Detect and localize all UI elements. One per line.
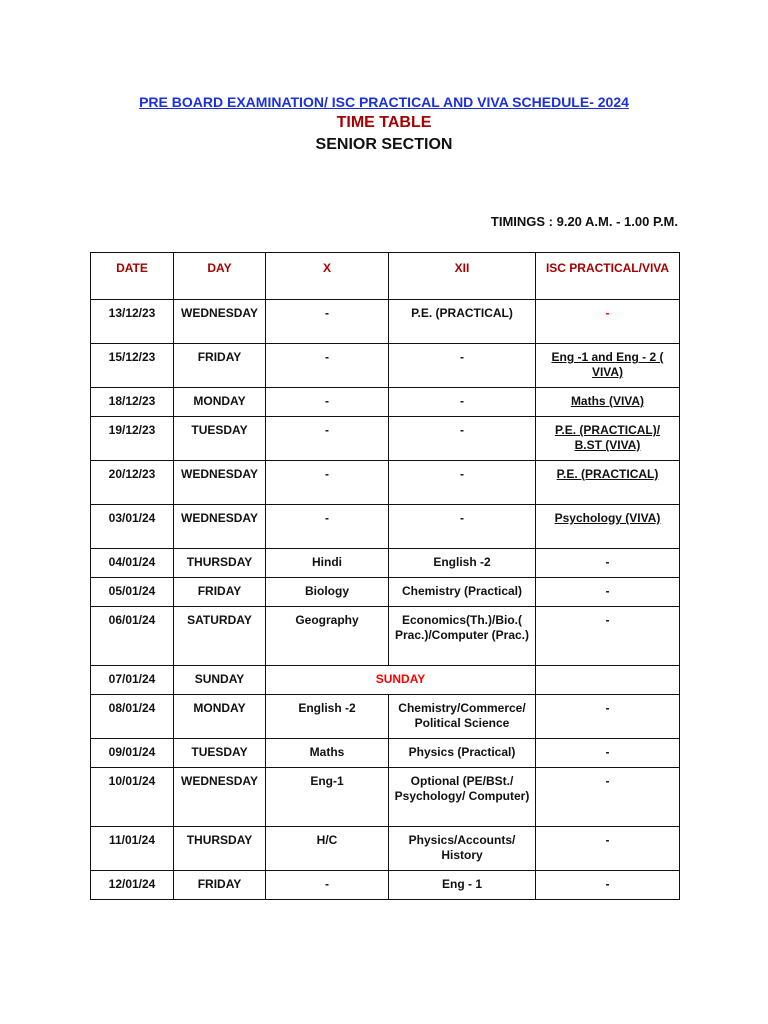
exam-title: PRE BOARD EXAMINATION/ ISC PRACTICAL AND VIVA SCHEDULE- 2024 [139, 94, 629, 110]
xii-cell: - [389, 388, 536, 417]
day-cell: THURSDAY [174, 827, 266, 871]
xii-cell: English -2 [389, 549, 536, 578]
isc-cell [536, 666, 680, 695]
date-cell: 19/12/23 [91, 417, 174, 461]
day-cell: TUESDAY [174, 417, 266, 461]
date-cell: 13/12/23 [91, 300, 174, 344]
header-day: DAY [174, 253, 266, 300]
xii-cell: - [389, 461, 536, 505]
isc-cell: - [536, 607, 680, 666]
x-cell: - [266, 344, 389, 388]
xii-cell: Chemistry (Practical) [389, 578, 536, 607]
isc-cell [536, 461, 680, 505]
isc-cell: - [536, 768, 680, 827]
date-cell: 04/01/24 [91, 549, 174, 578]
day-cell: WEDNESDAY [174, 768, 266, 827]
header-class-xii: XII [389, 253, 536, 300]
isc-cell [536, 417, 680, 461]
x-cell: Biology [266, 578, 389, 607]
day-cell: TUESDAY [174, 739, 266, 768]
header-date: DATE [91, 253, 174, 300]
isc-cell-text: Maths (VIVA) [570, 394, 645, 408]
day-cell: SUNDAY [174, 666, 266, 695]
x-cell: English -2 [266, 695, 389, 739]
day-cell: MONDAY [174, 695, 266, 739]
date-cell: 05/01/24 [91, 578, 174, 607]
isc-cell: - [536, 695, 680, 739]
header-isc-practical-viva: ISC PRACTICAL/VIVA [536, 253, 680, 300]
day-cell: THURSDAY [174, 549, 266, 578]
isc-cell-text: Psychology (VIVA) [554, 511, 661, 525]
isc-cell: - [536, 578, 680, 607]
xii-cell: Physics/Accounts/ History [389, 827, 536, 871]
table-row [91, 695, 680, 739]
section-heading: SENIOR SECTION [315, 136, 453, 153]
xii-cell: - [389, 505, 536, 549]
x-cell: H/C [266, 827, 389, 871]
date-cell: 10/01/24 [91, 768, 174, 827]
x-cell: - [266, 417, 389, 461]
isc-cell [536, 388, 680, 417]
isc-cell: - [536, 739, 680, 768]
sunday-holiday-cell: SUNDAY [266, 666, 536, 695]
day-cell: SATURDAY [174, 607, 266, 666]
date-cell: 08/01/24 [91, 695, 174, 739]
xii-cell: Eng - 1 [389, 871, 536, 900]
day-cell: FRIDAY [174, 578, 266, 607]
day-cell: WEDNESDAY [174, 300, 266, 344]
x-cell: - [266, 300, 389, 344]
table-row [91, 871, 680, 900]
x-cell: Geography [266, 607, 389, 666]
date-cell: 07/01/24 [91, 666, 174, 695]
table-row [91, 549, 680, 578]
table-row [91, 827, 680, 871]
table-row [91, 666, 680, 695]
schedule-table [90, 252, 680, 900]
xii-cell: - [389, 344, 536, 388]
day-cell: FRIDAY [174, 344, 266, 388]
table-row [91, 505, 680, 549]
date-cell: 20/12/23 [91, 461, 174, 505]
table-row [91, 300, 680, 344]
date-cell: 11/01/24 [91, 827, 174, 871]
table-row [91, 739, 680, 768]
day-cell: MONDAY [174, 388, 266, 417]
xii-cell: Economics(Th.)/Bio.( Prac.)/Computer (Prac.) [389, 607, 536, 666]
isc-cell: - [536, 871, 680, 900]
x-cell: Maths [266, 739, 389, 768]
isc-cell-text: Eng -1 and Eng - 2 ( VIVA) [551, 350, 664, 379]
xii-cell: Physics (Practical) [389, 739, 536, 768]
table-row [91, 388, 680, 417]
date-cell: 18/12/23 [91, 388, 174, 417]
table-row [91, 578, 680, 607]
date-cell: 15/12/23 [91, 344, 174, 388]
x-cell: - [266, 871, 389, 900]
isc-cell: - [536, 549, 680, 578]
day-cell: FRIDAY [174, 871, 266, 900]
header-class-x: X [266, 253, 389, 300]
table-row [91, 461, 680, 505]
date-cell: 03/01/24 [91, 505, 174, 549]
date-cell: 09/01/24 [91, 739, 174, 768]
day-cell: WEDNESDAY [174, 505, 266, 549]
xii-cell: P.E. (PRACTICAL) [389, 300, 536, 344]
isc-cell: - [536, 827, 680, 871]
time-table-heading: TIME TABLE [336, 114, 432, 131]
xii-cell: - [389, 417, 536, 461]
table-row [91, 768, 680, 827]
x-cell: - [266, 505, 389, 549]
timings-label: TIMINGS : 9.20 A.M. - 1.00 P.M. [490, 214, 678, 229]
day-cell: WEDNESDAY [174, 461, 266, 505]
xii-cell: Chemistry/Commerce/ Political Science [389, 695, 536, 739]
table-row [91, 607, 680, 666]
x-cell: - [266, 461, 389, 505]
isc-cell: - [536, 300, 680, 344]
table-row [91, 417, 680, 461]
x-cell: Hindi [266, 549, 389, 578]
x-cell: - [266, 388, 389, 417]
isc-cell-text: P.E. (PRACTICAL)/ B.ST (VIVA) [554, 423, 661, 452]
isc-cell [536, 505, 680, 549]
table-header-row [91, 253, 680, 300]
isc-cell-text: P.E. (PRACTICAL) [556, 467, 659, 481]
x-cell: Eng-1 [266, 768, 389, 827]
date-cell: 12/01/24 [91, 871, 174, 900]
table-row [91, 344, 680, 388]
isc-cell [536, 344, 680, 388]
date-cell: 06/01/24 [91, 607, 174, 666]
xii-cell: Optional (PE/BSt./ Psychology/ Computer) [389, 768, 536, 827]
